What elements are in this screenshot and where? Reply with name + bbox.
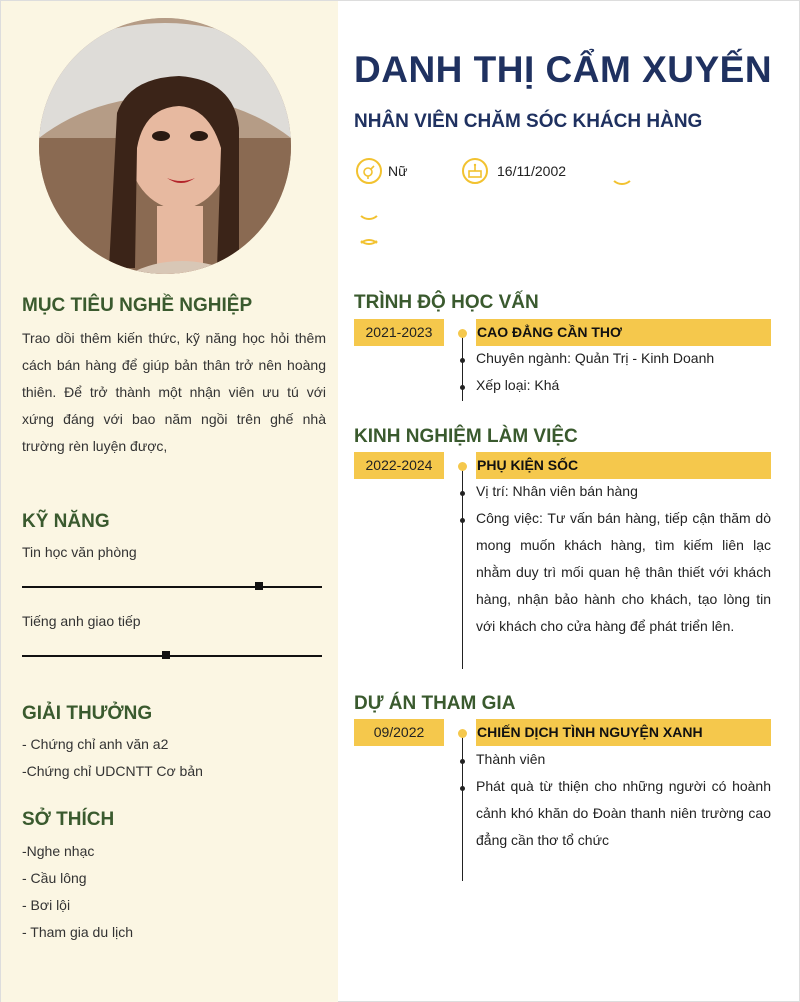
experience-detail: Vị trí: Nhân viên bán hàng bbox=[476, 483, 638, 499]
email-icon bbox=[357, 198, 381, 220]
gender-value: Nữ bbox=[388, 163, 408, 179]
skill-bar bbox=[22, 655, 322, 657]
timeline-line bbox=[462, 331, 463, 401]
full-name: DANH THỊ CẨM XUYẾN bbox=[354, 49, 773, 90]
awards-heading: GIẢI THƯỞNG bbox=[22, 703, 153, 724]
avatar bbox=[39, 18, 291, 274]
education-heading: TRÌNH ĐỘ HỌC VẤN bbox=[354, 292, 539, 313]
timeline-line bbox=[462, 731, 463, 881]
phone-icon bbox=[610, 163, 634, 185]
bullet bbox=[460, 385, 465, 390]
cake-icon bbox=[462, 158, 488, 184]
link-icon bbox=[357, 239, 381, 261]
skill-level-marker bbox=[162, 651, 170, 659]
timeline-marker bbox=[458, 729, 467, 738]
hobby-item: - Bơi lội bbox=[22, 897, 71, 913]
job-title: NHÂN VIÊN CHĂM SÓC KHÁCH HÀNG bbox=[354, 111, 703, 132]
project-name: CHIẾN DỊCH TÌNH NGUYỆN XANH bbox=[476, 719, 771, 746]
bullet bbox=[460, 518, 465, 523]
bullet bbox=[460, 491, 465, 496]
objective-heading: MỤC TIÊU NGHỀ NGHIỆP bbox=[22, 295, 253, 316]
skill-name: Tiếng anh giao tiếp bbox=[22, 613, 141, 629]
bullet bbox=[460, 786, 465, 791]
birthday-value: 16/11/2002 bbox=[497, 163, 567, 179]
project-detail: Thành viên bbox=[476, 751, 546, 767]
project-detail: Phát quà từ thiện cho những người có hoành cảnh khó khăn do Đoàn thanh niên trường cao đẳng cần thơ tổ chức bbox=[476, 778, 771, 848]
hobby-item: -Nghe nhạc bbox=[22, 843, 95, 859]
education-detail: Chuyên ngành: Quản Trị - Kinh Doanh bbox=[476, 350, 715, 366]
experience-company: PHỤ KIỆN SỐC bbox=[476, 452, 771, 479]
skill-level-marker bbox=[255, 582, 263, 590]
objective-text: Trao dồi thêm kiến thức, kỹ năng học hỏi thêm cách bán hàng để giúp bản thân trở nên hoàng thiên. Để trở thành một nhận viên ưu tú với xứng đáng với bao năm ngồi trên ghế nhà trường rèn luyện được, bbox=[22, 330, 326, 454]
sidebar bbox=[1, 1, 338, 1002]
bullet bbox=[460, 759, 465, 764]
hobby-item: - Tham gia du lịch bbox=[22, 924, 134, 940]
projects-heading: DỰ ÁN THAM GIA bbox=[354, 693, 516, 714]
gender-icon bbox=[356, 158, 382, 184]
education-detail: Xếp loại: Khá bbox=[476, 377, 560, 393]
project-date: 09/2022 bbox=[354, 719, 444, 746]
timeline-marker bbox=[458, 462, 467, 471]
bullet bbox=[460, 358, 465, 363]
timeline-marker bbox=[458, 329, 467, 338]
skill-name: Tin học văn phòng bbox=[22, 544, 137, 560]
education-school: CAO ĐẲNG CẦN THƠ bbox=[476, 319, 771, 346]
hobbies-heading: SỞ THÍCH bbox=[22, 809, 115, 830]
award-item: -Chứng chỉ UDCNTT Cơ bản bbox=[22, 763, 203, 779]
experience-date: 2022-2024 bbox=[354, 452, 444, 479]
avatar-photo bbox=[39, 18, 291, 274]
hobby-item: - Cầu lông bbox=[22, 870, 87, 886]
education-date: 2021-2023 bbox=[354, 319, 444, 346]
skill-bar bbox=[22, 586, 322, 588]
skills-heading: KỸ NĂNG bbox=[22, 511, 110, 532]
experience-heading: KINH NGHIỆM LÀM VIỆC bbox=[354, 426, 578, 447]
experience-detail: Công việc: Tư vấn bán hàng, tiếp cận thăm dò mong muốn khách hàng, tìm kiếm liên lạc nhằm duy trì mối quan hệ thân thiết với khách hàng, nhận bảo hành cho khách, tạo lòng tin với khách cho cửa hàng để phát triển lên. bbox=[476, 510, 771, 634]
award-item: - Chứng chỉ anh văn a2 bbox=[22, 736, 169, 752]
